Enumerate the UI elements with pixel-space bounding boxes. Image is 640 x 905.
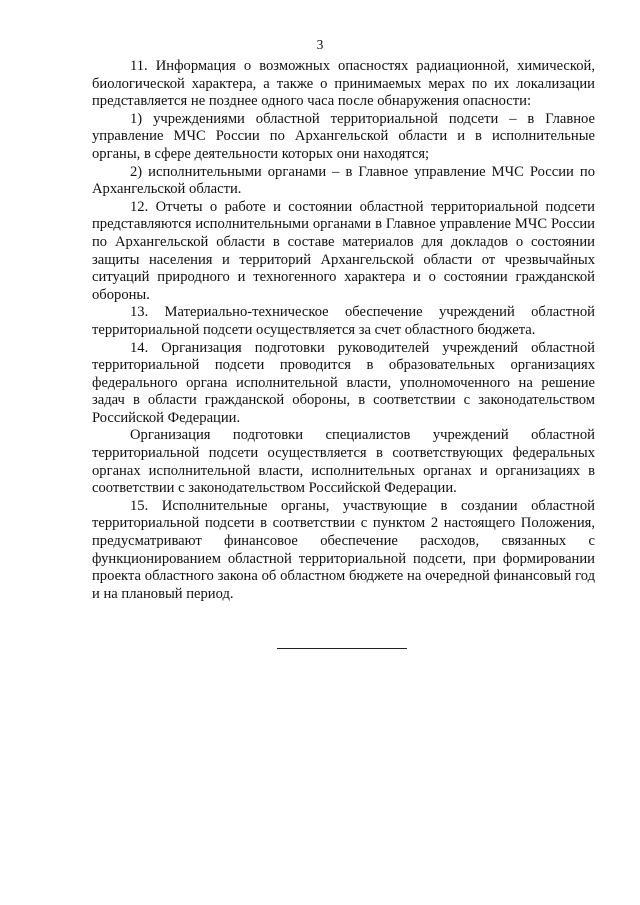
document-body	[92, 58, 595, 603]
paragraph-item-14-continued: Организация подготовки специалистов учреждений областной территориальной подсети осуществляется в соответствующих федеральных органах исполнительной власти, исполнительных органах и организациях в соответствии с законодательством Российской Федерации.	[92, 427, 595, 497]
paragraph-item-11-subitem-1: 1) учреждениями областной территориальной подсети – в Главное управление МЧС России по Архангельской области и в исполнительные органы, в сфере деятельности которых они находятся;	[92, 110, 595, 162]
end-divider-line	[277, 648, 407, 649]
paragraph-item-14: 14. Организация подготовки руководителей учреждений областной территориальной подсети проводится в образовательных организациях федерального органа исполнительной власти, уполномоченного на решение задач в области гражданской обороны, в соответствии с законодательством Российской Федерации.	[92, 339, 595, 426]
paragraph-item-15: 15. Исполнительные органы, участвующие в создании областной территориальной подсети в соответствии с пунктом 2 настоящего Положения, предусматривают финансовое обеспечение расходов, связанных с функционированием областной территориальной подсети, при формировании проекта областного закона об областном бюджете на очередной финансовый год и на плановый период.	[92, 497, 595, 602]
page-number: 3	[316, 37, 324, 52]
paragraph-item-13: 13. Материально-техническое обеспечение учреждений областной территориальной подсети осуществляется за счет областного бюджета.	[92, 304, 595, 338]
paragraph-item-11-subitem-2: 2) исполнительными органами – в Главное управление МЧС России по Архангельской области.	[92, 163, 595, 198]
paragraph-item-11: 11. Информация о возможных опасностях радиационной, химической, биологической характера, а также о принимаемых мерах по их локализации представляется не позднее одного часа после обнаружения опасности:	[92, 58, 595, 110]
paragraph-item-12: 12. Отчеты о работе и состоянии областной территориальной подсети представляются исполнительными органами в Главное управление МЧС России по Архангельской области в составе материалов для докладов о состоянии защиты населения и территорий Архангельской области от чрезвычайных ситуаций природного и техногенного характера и о состоянии гражданской обороны.	[92, 198, 595, 303]
